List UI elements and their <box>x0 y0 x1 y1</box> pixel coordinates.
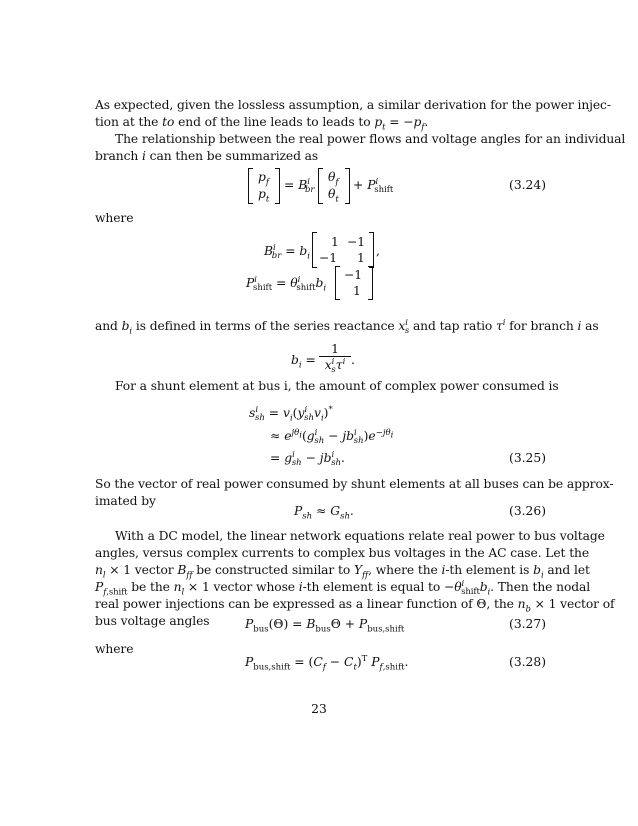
document-page: As expected, given the lossless assumption, a similar derivation for the power injec- tion at the to end of the line leads to leads to $p_t = -p_f$. The relationship between the real power flows and voltage angles for an individual branch i can then be summarized as $p_f$ $p_t$ = $B^i_{br}$ $\theta_f$ $\theta_t$ + $P^i_{shift}$ (3.24) where $B^i_{br} = b_i$ 1 −1 −1 1 , $P^i_{shift} = \theta^i_{shift}b_i$ −1 1 and $b_i$ is defined in terms of the series reactance $x^i_s$ and tap ratio $\tau^i$ for branch i as $b_i$ = 1 $x^i_s\tau^i$ . For a shunt element at bus i, the amount of complex power consumed is $s^i_{sh} = v_i(y^i_{sh}v_i)^*$ ≈ $e^{j\theta_i}(g^i_{sh} - jb^i_{sh})e^{-j\theta_i}$ = $g^i_{sh} - jb^i_{sh}$. (3.25) So the vector of real power consumed by shunt elements at all buses can be approx- imated by $P_{sh} \approx G_{sh}$. (3.26) With a DC model, the linear network equations relate real power to bus voltage angles, versus complex currents to complex bus voltages in the AC case. Let the $n_l \times 1$ vector $B_{ff}$ be constructed similar to $Y_{ff}$, where the i-th element is $b_i$ and let $P_{f,shift}$ be the $n_l \times 1$ vector whose i-th element is equal to $-\theta^i_{shift}b_i$. Then the nodal real power injections can be expressed as a linear function of Θ, the $n_b \times 1$ vector of bus voltage angles $P_{bus}(\Theta) = B_{bus}\Theta + P_{bus,shift}$ (3.27) where $P_{bus,shift} = (C_f - C_t)^T$ $P_{f,shift}$. (3.28) 23 <box>0 0 638 826</box>
equation-number: (3.28) <box>509 655 546 669</box>
text-line: and $b_i$ is defined in terms of the series reactance $x^i_s$ and tap ratio $\tau^i$ for branch i as <box>95 317 599 337</box>
text-line: For a shunt element at bus i, the amount of complex power consumed is <box>115 379 559 393</box>
text-line: As expected, given the lossless assumption, a similar derivation for the power injec- <box>95 98 611 112</box>
equation-number: (3.27) <box>509 617 546 631</box>
text-line: tion at the to end of the line leads to leads to $p_t = -p_f$. <box>95 115 429 133</box>
text-line: $P_{f,shift}$ be the $n_l \times 1$ vector whose i-th element is equal to $-\theta^i_{shift}b_i$. Then the nodal <box>95 578 591 598</box>
text-line: bus voltage angles <box>95 614 210 628</box>
page-number: 23 <box>311 702 327 716</box>
text-line: With a DC model, the linear network equations relate real power to bus voltage <box>115 529 605 543</box>
text-line: The relationship between the real power flows and voltage angles for an individual <box>115 132 626 146</box>
text-line: $n_l \times 1$ vector $B_{ff}$ be constructed similar to $Y_{ff}$, where the i-th element is $b_i$ and let <box>95 563 590 581</box>
equation-number: (3.24) <box>509 178 546 192</box>
text-line: imated by <box>95 494 156 508</box>
equation-number: (3.25) <box>509 451 546 465</box>
text-line: So the vector of real power consumed by shunt elements at all buses can be approx- <box>95 477 614 491</box>
text-line: branch i can then be summarized as <box>95 149 319 163</box>
text-line: angles, versus complex currents to complex bus voltages in the AC case. Let the <box>95 546 590 560</box>
equation-number: (3.26) <box>509 504 546 518</box>
text-line: where <box>95 642 134 656</box>
text-line: where <box>95 211 134 225</box>
text-line: real power injections can be expressed as a linear function of Θ, the $n_b \times 1$ vector of <box>95 597 615 615</box>
